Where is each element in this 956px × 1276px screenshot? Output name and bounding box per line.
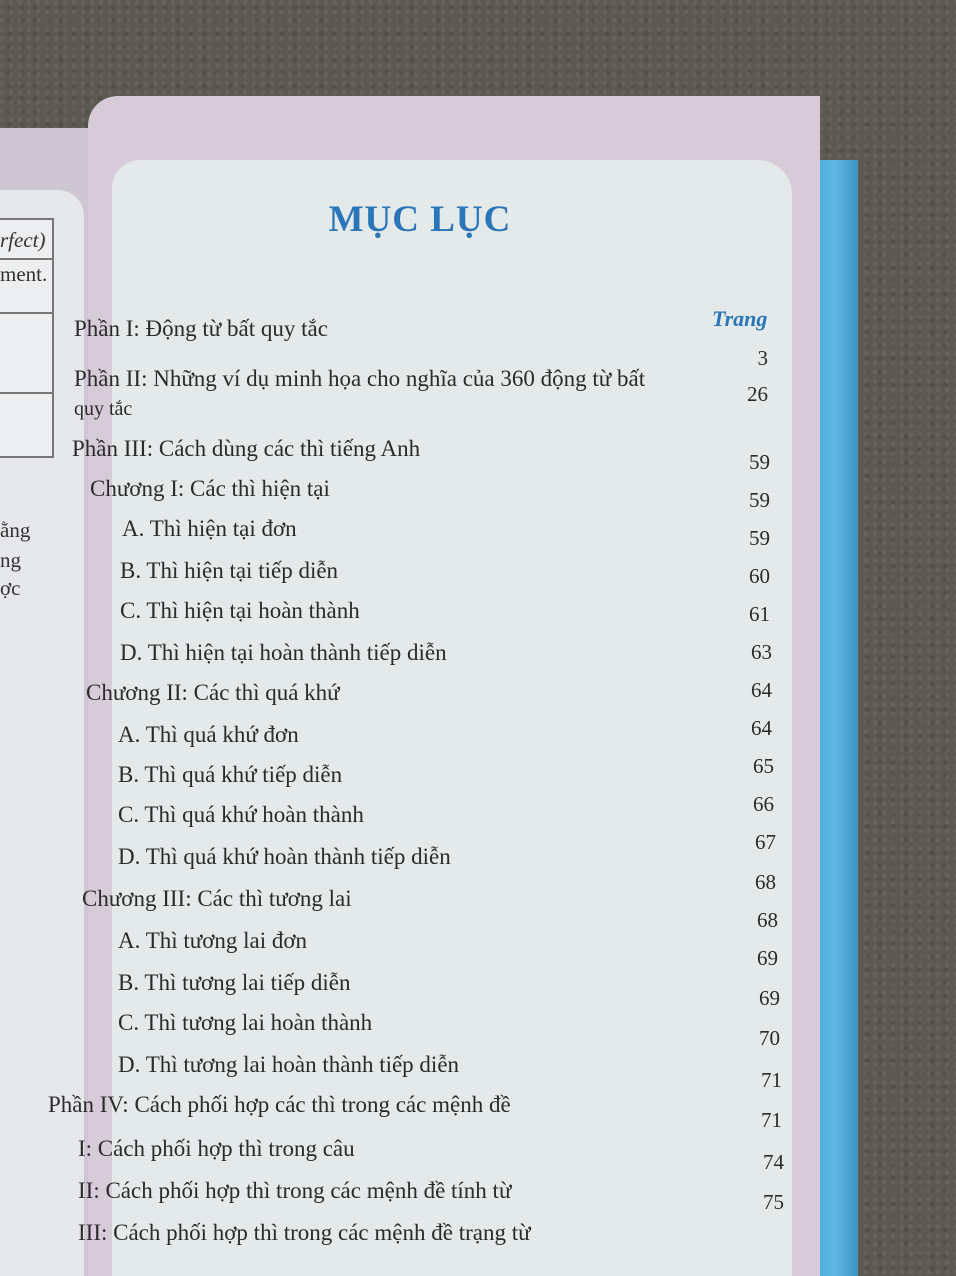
toc-entry: A. Thì tương lai đơn [118,928,308,953]
toc-entry: II: Cách phối hợp thì trong các mệnh đề tính từ [78,1178,512,1203]
toc-page-number: 60 [749,564,770,588]
toc-page-number: 63 [751,640,772,664]
toc-entry: III: Cách phối hợp thì trong các mệnh đề trạng từ [78,1220,531,1245]
left-fragment: ng [0,548,21,572]
toc-entry: Phần III: Cách dùng các thì tiếng Anh [72,436,421,461]
left-fragment: ment. [0,262,48,286]
toc-page-number: 26 [747,382,768,406]
toc-page-number: 59 [749,450,770,474]
toc-entry: Phần IV: Cách phối hợp các thì trong các mệnh đề [48,1092,511,1117]
toc-entry: D. Thì quá khứ hoàn thành tiếp diễn [118,844,451,869]
toc-entry: Chương III: Các thì tương lai [82,886,352,911]
toc-entry: Chương I: Các thì hiện tại [90,476,330,501]
toc-entry: Phần I: Động từ bất quy tắc [74,316,328,341]
toc-page-number: 61 [749,602,770,626]
toc-page-number: 65 [753,754,774,778]
toc-page-number: 71 [761,1068,782,1092]
toc-page-number: 75 [763,1190,784,1214]
toc-entry: C. Thì tương lai hoàn thành [118,1010,373,1035]
toc-entry: B. Thì tương lai tiếp diễn [118,970,351,995]
toc-entry: Phần II: Những ví dụ minh họa cho nghĩa của 360 động từ bất [74,366,646,391]
toc-entry: quy tắc [74,398,133,420]
toc-page-number: 70 [759,1026,780,1050]
toc-page-number: 71 [761,1108,782,1132]
left-page-table [0,218,54,458]
toc-entry: D. Thì hiện tại hoàn thành tiếp diễn [120,640,447,665]
toc-page-number: 66 [753,792,774,816]
table-rule [0,392,52,394]
toc-entry: D. Thì tương lai hoàn thành tiếp diễn [118,1052,460,1077]
toc-page-number: 67 [755,830,776,854]
toc-page-number: 68 [757,908,778,932]
toc-entry: B. Thì hiện tại tiếp diễn [120,558,339,583]
toc-entry: A. Thì hiện tại đơn [122,516,297,541]
toc-page-number: 68 [755,870,776,894]
toc-page-number: 74 [763,1150,784,1174]
toc-entry: A. Thì quá khứ đơn [118,722,299,747]
toc-entry: Chương II: Các thì quá khứ [86,680,340,705]
toc-page-number: 59 [749,526,770,550]
page-column-header: Trang [712,306,768,331]
toc-page-number: 59 [749,488,770,512]
toc-entry: B. Thì quá khứ tiếp diễn [118,762,343,787]
table-rule [0,312,52,314]
toc-page-number: 69 [757,946,778,970]
toc-title: MỤC LỤC [328,199,512,240]
table-rule [0,258,52,260]
toc-entry: C. Thì hiện tại hoàn thành [120,598,360,623]
toc-entry: I: Cách phối hợp thì trong câu [78,1136,355,1161]
left-fragment: ằng [0,518,31,542]
toc-page-number: 3 [757,346,768,370]
toc-page-number: 69 [759,986,780,1010]
left-fragment: rfect) [0,228,46,252]
toc-page-number: 64 [751,716,772,740]
toc-page-number: 64 [751,678,772,702]
left-fragment: ợc [0,576,21,600]
toc-entry: C. Thì quá khứ hoàn thành [118,802,364,827]
